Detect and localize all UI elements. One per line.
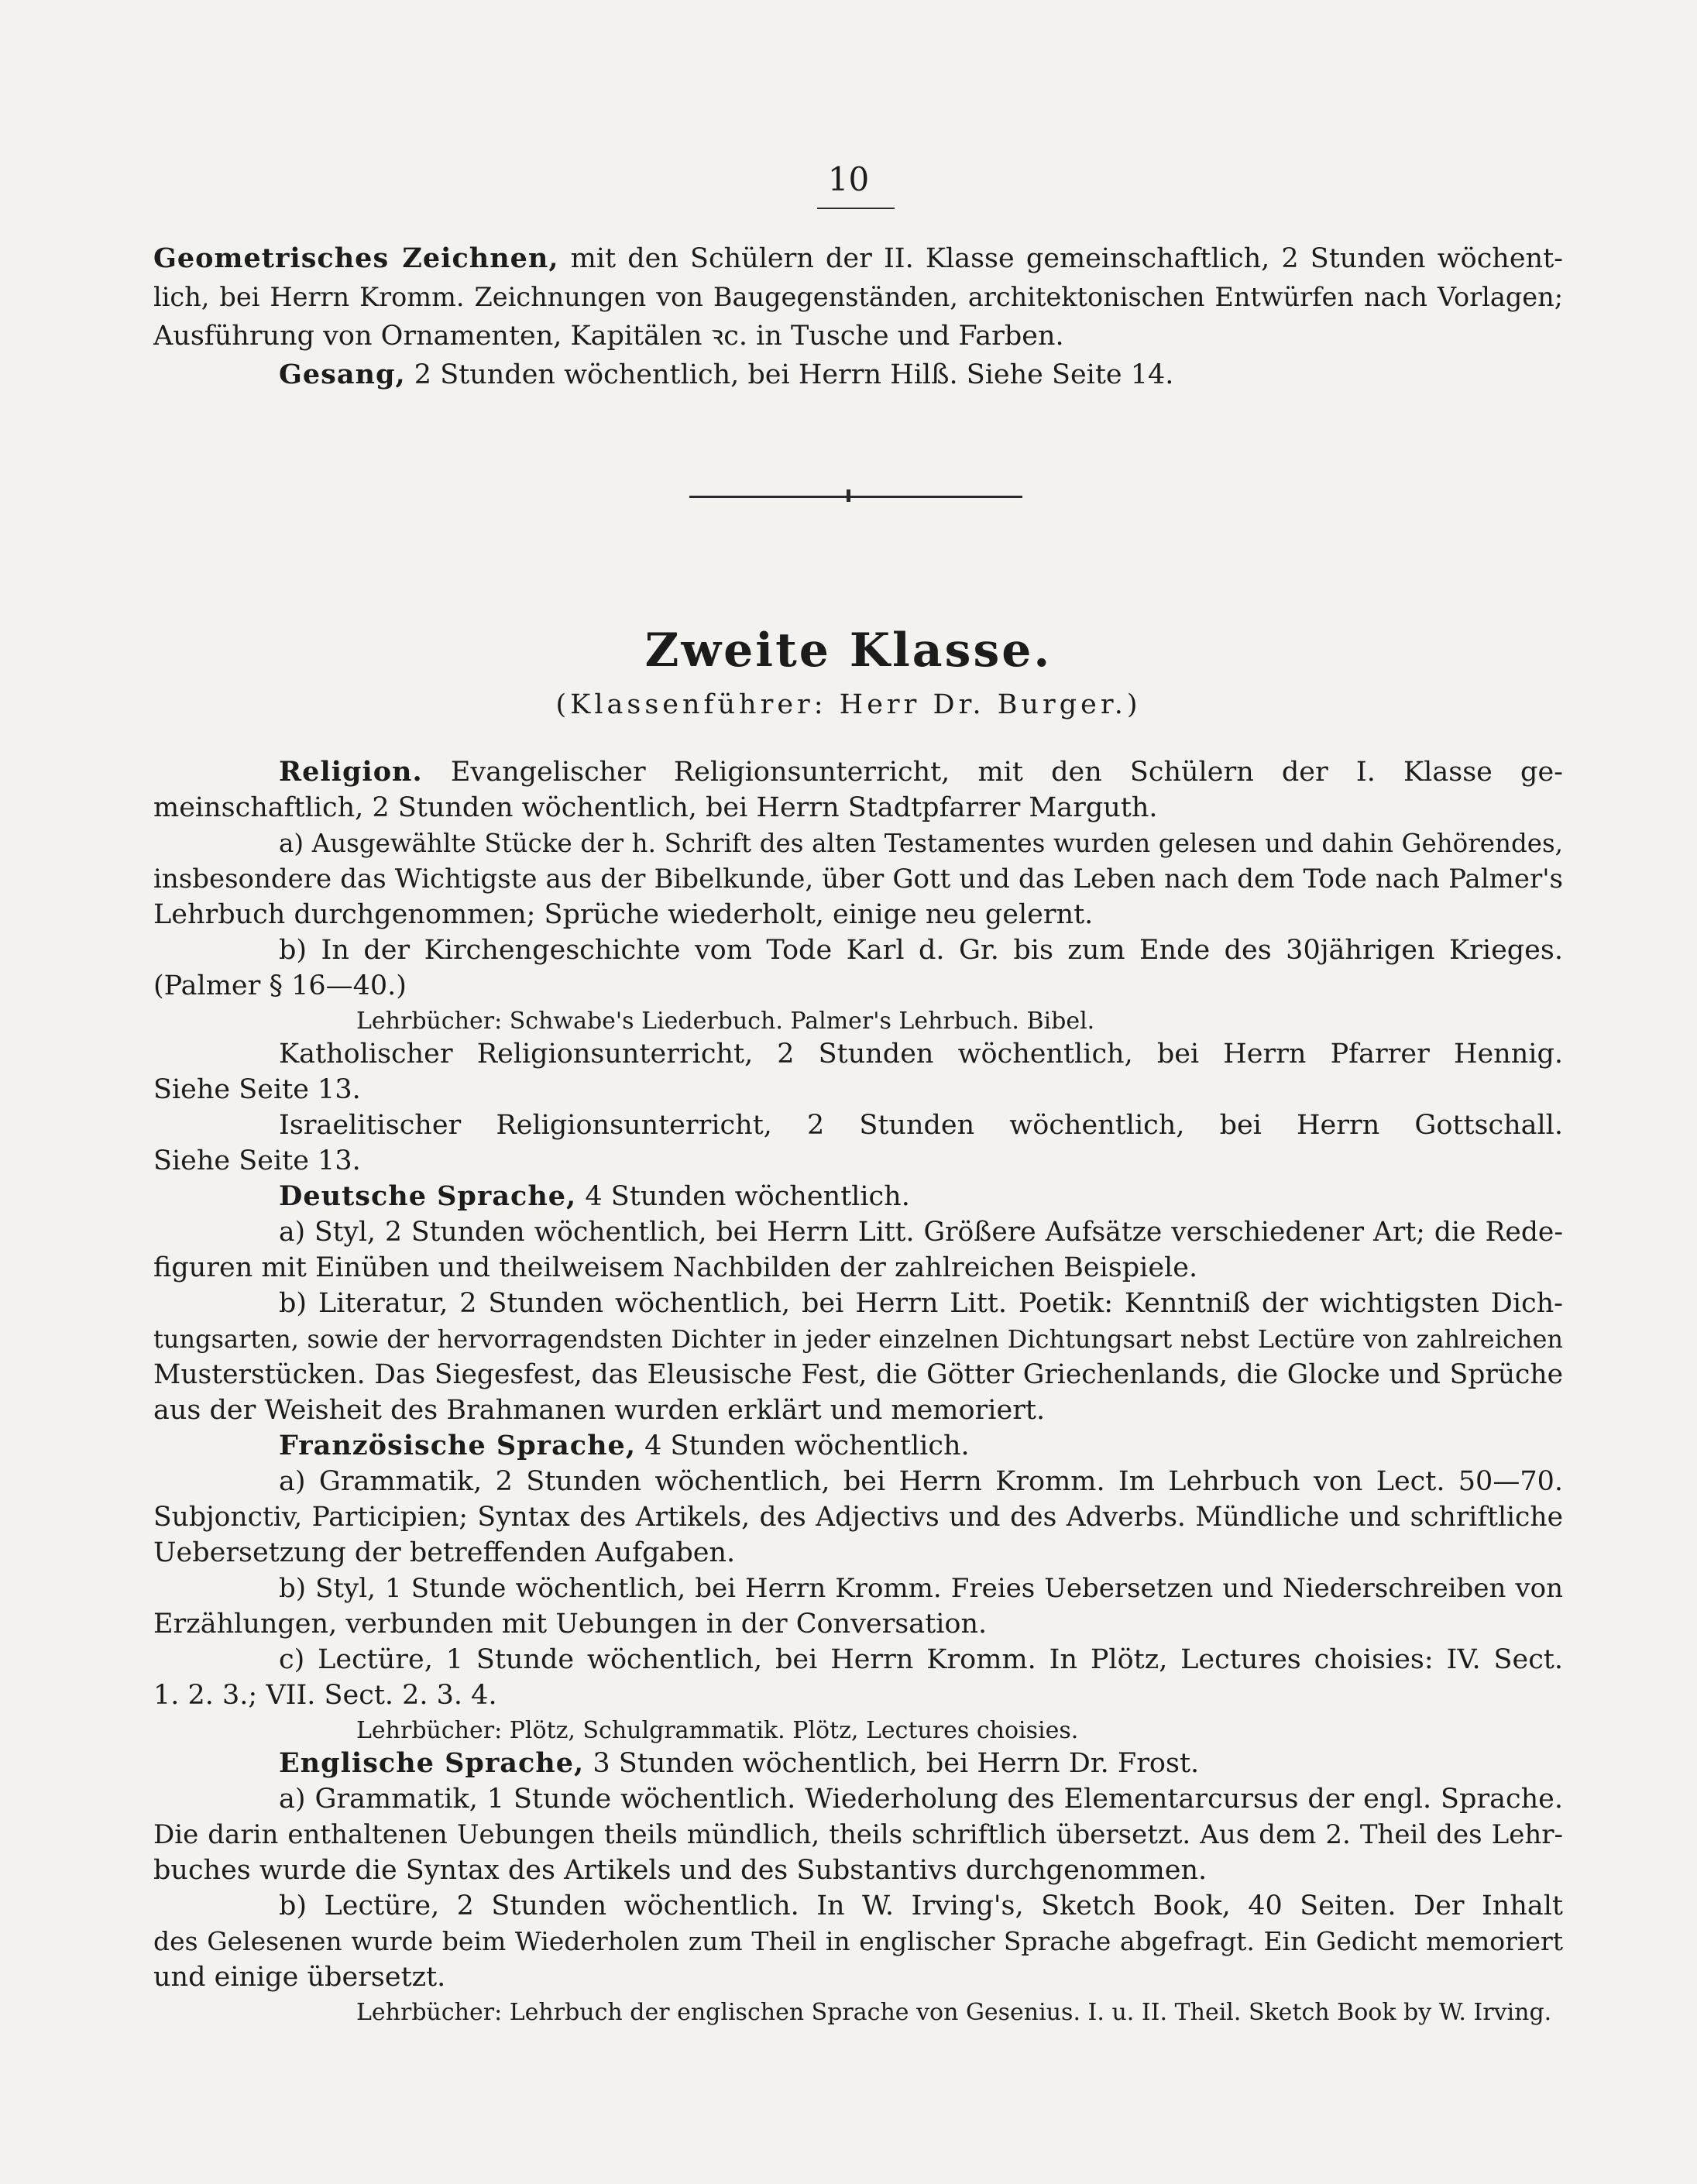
english-a-line-2: Die darin enthaltenen Uebungen theils mündlich, theils schriftlich übersetzt. Aus dem 2. Theil des Lehr- [153,1819,1563,1850]
geometric-drawing-line-2: lich, bei Herrn Kromm. Zeichnungen von Baugegenständen, architektonischen Entwürfen nach Vorlagen; [153,282,1563,312]
israelite-religion-line-2: Siehe Seite 13. [153,1145,361,1176]
religion-textbooks: Lehrbücher: Schwabe's Liederbuch. Palmer's Lehrbuch. Bibel. [356,1008,1095,1035]
singing-heading: Gesang, [279,359,406,390]
german-a-line-2: figuren mit Einüben und theilweisem Nachbilden der zahlreichen Beispiele. [153,1252,1198,1283]
religion-b-line-1: b) In der Kirchengeschichte vom Tode Karl d. Gr. bis zum Ende des 30jährigen Krieges. [279,935,1563,966]
religion-heading: Religion. [279,756,423,788]
religion-line-2: meinschaftlich, 2 Stunden wöchentlich, bei Herrn Stadtpfarrer Marguth. [153,792,1158,823]
religion-b-line-2: (Palmer § 16—40.) [153,970,407,1001]
geometric-drawing-line-3: Ausführung von Ornamenten, Kapitälen ꝛc. in Tusche und Farben. [153,321,1064,352]
german-heading: Deutsche Sprache, [279,1180,577,1212]
french-a-line-2: Subjonctiv, Participien; Syntax des Artikels, des Adjectivs und des Adverbs. Mündliche und schriftliche [153,1502,1563,1533]
german-a-line-1: a) Styl, 2 Stunden wöchentlich, bei Herrn Litt. Größere Aufsätze verschiedener Art; die Rede- [279,1217,1563,1248]
catholic-religion-line-1: Katholischer Religionsunterricht, 2 Stunden wöchentlich, bei Herrn Pfarrer Hennig. [279,1039,1563,1070]
religion-line-1 [279,755,1563,789]
religion-a-line-2: insbesondere das Wichtigste aus der Bibelkunde, über Gott und das Leben nach dem Tode nach Palmer's [153,864,1563,895]
german-b-line-4: aus der Weisheit des Brahmanen wurden erklärt und memoriert. [153,1395,1046,1426]
french-textbooks: Lehrbücher: Plötz, Schulgrammatik. Plötz, Lectures choisies. [356,1717,1079,1744]
french-a-line-1: a) Grammatik, 2 Stunden wöchentlich, bei Herrn Kromm. Im Lehrbuch von Lect. 50—70. [279,1466,1563,1497]
class-leader: (Klassenführer: Herr Dr. Burger.) [555,689,1142,720]
french-heading-line [279,1429,1563,1463]
singing-line [279,358,1563,392]
english-textbooks: Lehrbücher: Lehrbuch der englischen Sprache von Gesenius. I. u. II. Theil. Sketch Book by W. Irving. [356,1999,1552,2026]
french-heading: Französische Sprache, [279,1430,637,1461]
french-hours: 4 Stunden wöchentlich. [644,1430,970,1461]
english-b-line-2: des Gelesenen wurde beim Wiederholen zum Theil in englischer Sprache abgefragt. Ein Gedicht memoriert [153,1926,1563,1956]
english-b-line-3: und einige übersetzt. [153,1962,446,1993]
page-number: 10 [827,163,870,197]
french-b-line-1: b) Styl, 1 Stunde wöchentlich, bei Herrn Kromm. Freies Uebersetzen und Niederschreiben von [279,1573,1563,1604]
german-hours: 4 Stunden wöchentlich. [585,1181,910,1212]
geometric-drawing-line-1 [153,242,1563,276]
section-title: Zweite Klasse. [644,623,1053,678]
french-c-line-2: 1. 2. 3.; VII. Sect. 2. 3. 4. [153,1680,497,1711]
german-b-line-3: Musterstücken. Das Siegesfest, das Eleusische Fest, die Götter Griechenlands, die Glocke und Sprüche [153,1359,1563,1390]
german-b-line-2: tungsarten, sowie der hervorragendsten Dichter in jeder einzelnen Dichtungsart nebst Lectüre von zahlreichen [153,1324,1563,1354]
french-b-line-2: Erzählungen, verbunden mit Uebungen in der Conversation. [153,1609,988,1640]
german-b-line-1: b) Literatur, 2 Stunden wöchentlich, bei Herrn Litt. Poetik: Kenntniß der wichtigsten Dich- [279,1288,1563,1319]
section-divider [689,496,1022,498]
geometric-drawing-heading: Geometrisches Zeichnen, [153,242,559,274]
english-heading-line [279,1746,1563,1781]
religion-a-line-1: a) Ausgewählte Stücke der h. Schrift des alten Testamentes wurden gelesen und dahin Gehörendes, [279,829,1563,858]
section-divider-mark [847,489,850,502]
french-c-line-1: c) Lectüre, 1 Stunde wöchentlich, bei Herrn Kromm. In Plötz, Lectures choisies: IV. Sect. [279,1644,1563,1675]
catholic-religion-line-2: Siehe Seite 13. [153,1074,361,1105]
english-heading: Englische Sprache, [279,1747,585,1779]
page-number-underline [817,208,895,209]
english-b-line-1: b) Lectüre, 2 Stunden wöchentlich. In W. Irving's, Sketch Book, 40 Seiten. Der Inhalt [279,1890,1563,1921]
english-a-line-1: a) Grammatik, 1 Stunde wöchentlich. Wiederholung des Elementarcursus der engl. Sprache. [279,1784,1563,1815]
israelite-religion-line-1: Israelitischer Religionsunterricht, 2 Stunden wöchentlich, bei Herrn Gottschall. [279,1110,1563,1141]
english-hours: 3 Stunden wöchentlich, bei Herrn Dr. Frost. [593,1748,1200,1779]
geometric-drawing-text: mit den Schülern der II. Klasse gemeinschaftlich, 2 Stunden wöchent- [570,243,1563,274]
religion-a-line-3: Lehrbuch durchgenommen; Sprüche wiederholt, einige neu gelernt. [153,899,1094,930]
singing-text: 2 Stunden wöchentlich, bei Herrn Hilß. Siehe Seite 14. [414,359,1174,390]
religion-text: Evangelischer Religionsunterricht, mit den Schülern der I. Klasse ge- [450,757,1563,788]
french-a-line-3: Uebersetzung der betreffenden Aufgaben. [153,1537,736,1568]
german-heading-line [279,1180,1563,1214]
english-a-line-3: buches wurde die Syntax des Artikels und des Substantivs durchgenommen. [153,1855,1207,1886]
